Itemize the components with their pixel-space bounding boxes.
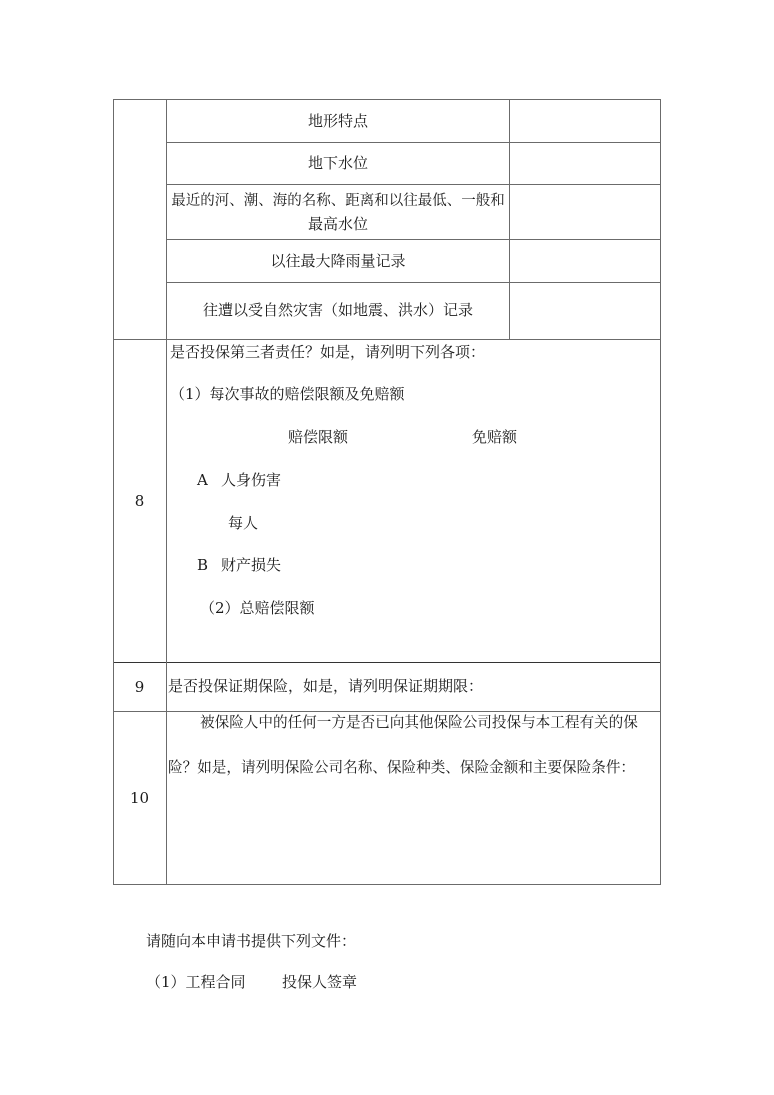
other-insurance-question-line2: 险？如是，请列明保险公司名称、保险种类、保险金额和主要保险条件： [168, 759, 636, 776]
table-top-border [113, 99, 661, 100]
per-accident-limit-item: （1）每次事故的赔偿限额及免赔额 [170, 385, 405, 403]
row-divider [166, 142, 661, 143]
site-row-water-levels-line2: 最高水位 [307, 215, 368, 233]
per-person-label: 每人 [228, 514, 259, 532]
table-bottom-border [113, 884, 661, 885]
column-header-limit: 赔偿限额 [288, 428, 349, 446]
site-row-water-levels-line1: 最近的河、潮、海的名称、距离和以往最低、一般和 [171, 193, 505, 209]
site-row-rainfall: 以往最大降雨量记录 [270, 252, 406, 270]
item-a-bodily-injury: 人身伤害 [221, 471, 282, 489]
row-divider [166, 184, 661, 185]
warranty-period-question: 是否投保证期保险，如是，请列明保证期期限： [168, 677, 484, 695]
other-insurance-question-line1: 被保险人中的任何一方是否已向其他保险公司投保与本工程有关的保 [200, 714, 638, 731]
third-party-question: 是否投保第三者责任？如是，请列明下列各项： [170, 343, 486, 361]
item-a-letter: A [197, 471, 208, 489]
table-right-border [660, 99, 661, 885]
row-divider [166, 282, 661, 283]
row-divider [113, 711, 661, 712]
row-divider [113, 339, 661, 340]
row-divider [113, 662, 661, 663]
column-header-deductible: 免赔额 [472, 428, 518, 446]
document-item-contract: （1）工程合同 [146, 973, 246, 991]
item-b-property-damage: 财产损失 [221, 556, 282, 574]
item-b-letter: B [197, 556, 209, 574]
column-divider [509, 99, 510, 340]
documents-intro: 请随向本申请书提供下列文件： [146, 932, 357, 950]
site-row-terrain: 地形特点 [307, 112, 368, 130]
applicant-signature-label: 投保人签章 [282, 973, 358, 991]
site-row-groundwater: 地下水位 [307, 154, 368, 172]
row-number-10: 10 [129, 789, 150, 807]
row-number-9: 9 [134, 678, 145, 696]
row-number-8: 8 [134, 492, 145, 510]
aggregate-limit-item: （2）总赔偿限额 [200, 599, 315, 617]
site-row-disasters: 往遭以受自然灾害（如地震、洪水）记录 [202, 301, 473, 319]
row-divider [166, 239, 661, 240]
